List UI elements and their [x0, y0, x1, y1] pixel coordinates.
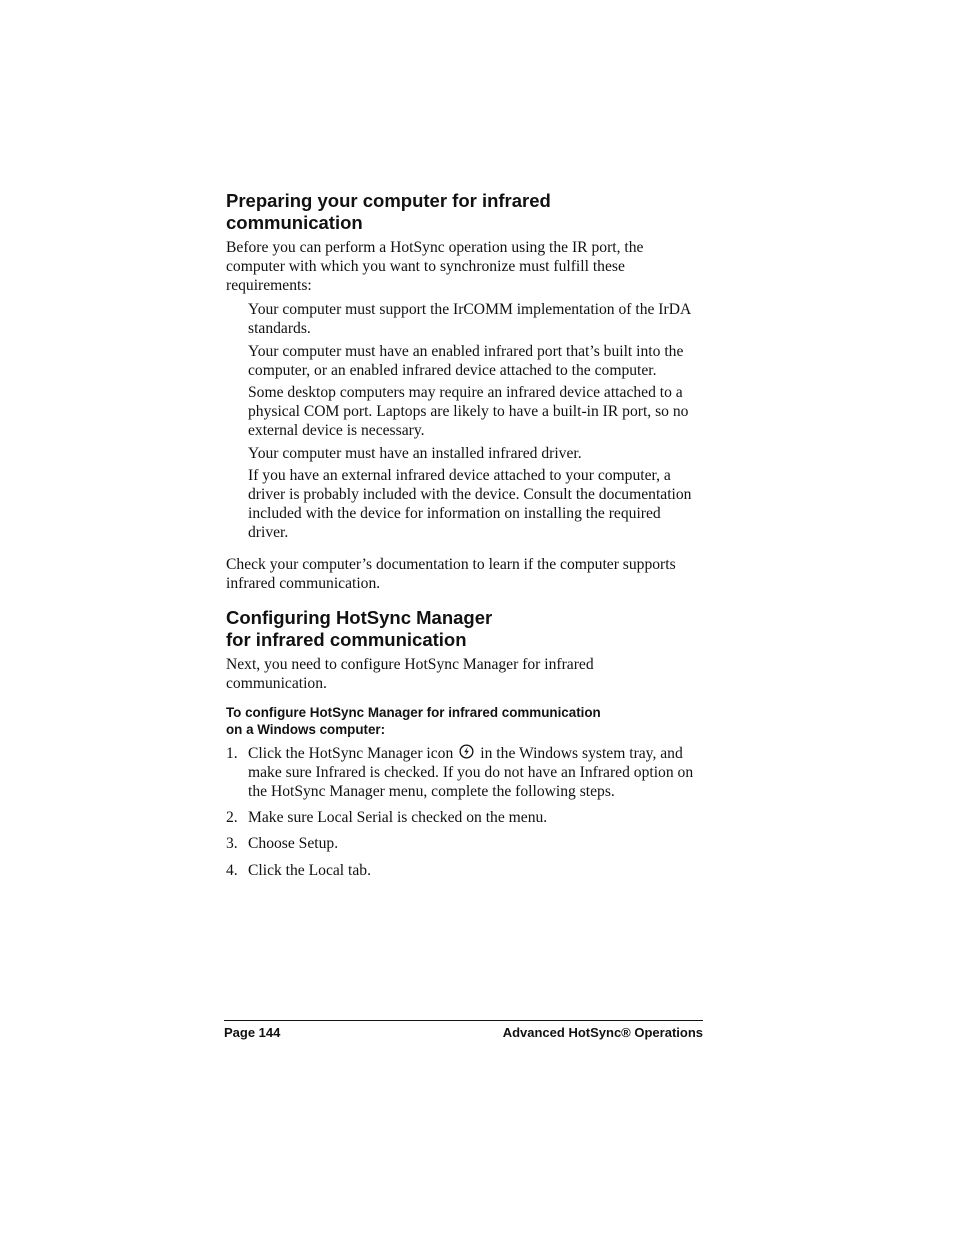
step-number: 3. — [226, 835, 238, 852]
intro-paragraph: Before you can perform a HotSync operation using the IR port, the computer with which you want to synchronize must fulfill these requirements: — [226, 239, 644, 294]
requirement-note: If you have an external infrared device attached to your computer, a driver is probably included with the device. Consult the documentation included with the device for information on installing the required driver. — [248, 467, 692, 541]
list-item — [226, 300, 704, 338]
heading-line: Configuring HotSync Manager — [226, 607, 493, 628]
list-item — [226, 808, 704, 827]
requirement-text: Your computer must support the IrCOMM implementation of the IrDA standards. — [248, 301, 691, 337]
procedure-title-line: on a Windows computer: — [226, 722, 386, 737]
list-item — [226, 342, 704, 380]
step-text: Click the HotSync Manager icon — [248, 745, 454, 762]
list-item — [226, 383, 704, 440]
heading-line: for infrared communication — [226, 629, 467, 650]
step-text: in the Windows system tray, and make sure Infrared is checked. If you do not have an Infrared option on the HotSync Manager menu, complete the following steps. — [248, 745, 694, 800]
procedure-title-line: To configure HotSync Manager for infrared communication — [226, 705, 601, 720]
step-number: 4. — [226, 862, 238, 879]
page-content — [226, 190, 704, 880]
heading-line: Preparing your computer for infrared — [226, 190, 551, 211]
procedure-title — [226, 704, 704, 738]
intro-paragraph: Next, you need to configure HotSync Manager for infrared communication. — [226, 656, 594, 692]
requirements-list — [226, 300, 704, 542]
list-item — [226, 834, 704, 853]
page-footer — [224, 1020, 703, 1041]
list-item — [226, 861, 704, 880]
step-number: 2. — [226, 809, 238, 826]
steps-list — [226, 744, 704, 880]
requirement-text: Your computer must have an installed infrared driver. — [248, 445, 582, 462]
step-text: Choose Setup. — [248, 835, 339, 852]
step-number: 1. — [226, 745, 238, 762]
hotsync-icon — [459, 744, 474, 759]
section-heading-configuring — [226, 607, 704, 651]
step-text: Make sure Local Serial is checked on the menu. — [248, 809, 548, 826]
heading-line: communication — [226, 212, 363, 233]
requirement-text: Your computer must have an enabled infrared port that’s built into the computer, or an enabled infrared device attached to the computer. — [248, 343, 684, 379]
list-item — [226, 466, 704, 542]
step-text: Click the Local tab. — [248, 862, 371, 879]
requirement-note: Some desktop computers may require an infrared device attached to a physical COM port. Laptops are likely to have a built-in IR port, so no external device is necessary. — [248, 384, 689, 439]
list-item — [226, 744, 704, 801]
section-heading-preparing — [226, 190, 704, 234]
chapter-title: Advanced HotSync® Operations — [502, 1025, 703, 1040]
closing-paragraph: Check your computer’s documentation to learn if the computer supports infrared communication. — [226, 556, 676, 592]
list-item — [226, 444, 704, 463]
page-number: Page 144 — [224, 1025, 281, 1040]
